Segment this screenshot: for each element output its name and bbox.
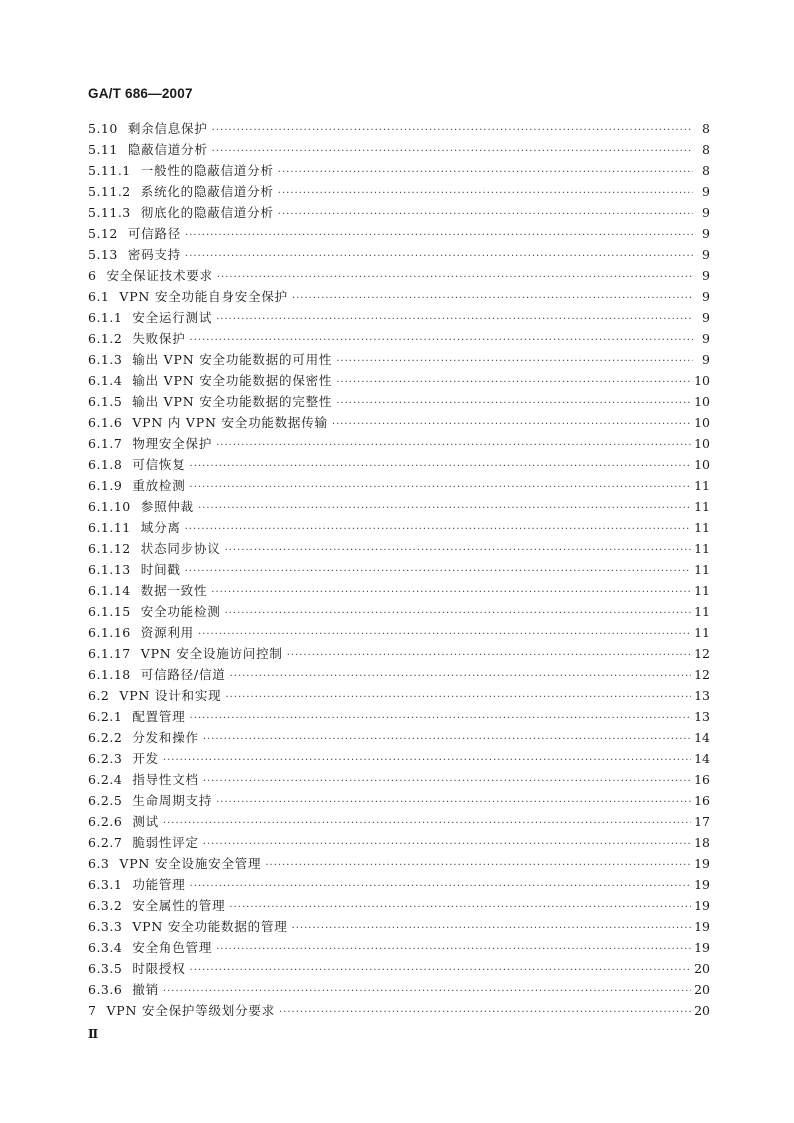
toc-entry-page: 11: [694, 541, 710, 556]
toc-entry[interactable]: [88, 139, 710, 160]
toc-dot-leader: [185, 519, 691, 540]
toc-entry-page: 10: [694, 457, 710, 472]
toc-dot-leader: [216, 309, 693, 330]
toc-entry-number: 6.1: [88, 289, 110, 304]
toc-entry[interactable]: [88, 391, 710, 412]
toc-entry[interactable]: [88, 286, 710, 307]
toc-dot-leader: [278, 204, 693, 225]
toc-dot-leader: [292, 288, 693, 309]
toc-entry-number: 6.2.2: [88, 730, 123, 745]
toc-entry-page: 16: [694, 772, 710, 787]
toc-entry-title: 输出 VPN 安全功能数据的可用性: [132, 352, 333, 367]
toc-dot-leader: [190, 477, 692, 498]
toc-entry-number: 5.11: [88, 142, 118, 157]
toc-entry-title: 安全功能检测: [140, 604, 221, 619]
toc-dot-leader: [185, 246, 693, 267]
toc-dot-leader: [265, 855, 691, 876]
toc-dot-leader: [203, 729, 691, 750]
toc-entry[interactable]: [88, 727, 710, 748]
toc-entry-page: 19: [694, 898, 710, 913]
toc-entry-number: 6.3.2: [88, 898, 123, 913]
toc-entry[interactable]: [88, 307, 710, 328]
toc-entry-number: 6.3: [88, 856, 110, 871]
toc-entry-page: 10: [694, 415, 710, 430]
toc-entry-page: 14: [694, 751, 710, 766]
toc-entry-title: 可信路径/信道: [140, 667, 226, 682]
toc-entry-title: 安全角色管理: [132, 940, 213, 955]
toc-entry-page: 20: [694, 1003, 710, 1018]
toc-entry-number: 6.1.5: [88, 394, 123, 409]
toc-entry-page: 11: [694, 562, 710, 577]
toc-entry[interactable]: [88, 580, 710, 601]
toc-dot-leader: [203, 771, 691, 792]
toc-entry-page: 20: [694, 961, 710, 976]
toc-entry[interactable]: [88, 370, 710, 391]
toc-entry[interactable]: [88, 916, 710, 937]
toc-entry-title: 隐蔽信道分析: [127, 142, 208, 157]
toc-entry-page: 10: [694, 436, 710, 451]
toc-dot-leader: [198, 498, 691, 519]
toc-entry-title: 时间戳: [140, 562, 181, 577]
toc-entry[interactable]: [88, 1000, 710, 1021]
toc-dot-leader: [198, 624, 691, 645]
toc-entry-number: 5.11.3: [88, 205, 131, 220]
toc-entry[interactable]: [88, 328, 710, 349]
toc-dot-leader: [203, 834, 691, 855]
toc-dot-leader: [212, 141, 693, 162]
toc-entry[interactable]: [88, 601, 710, 622]
toc-entry-title: 失败保护: [132, 331, 186, 346]
toc-entry-number: 6.1.11: [88, 520, 131, 535]
toc-entry-number: 6.2.4: [88, 772, 123, 787]
toc-entry-number: 6.1.14: [88, 583, 131, 598]
toc-entry-title: 数据一致性: [140, 583, 208, 598]
toc-entry[interactable]: [88, 433, 710, 454]
toc-entry-number: 6.3.1: [88, 877, 123, 892]
toc-entry[interactable]: [88, 643, 710, 664]
toc-entry-page: 11: [694, 478, 710, 493]
toc-dot-leader: [336, 393, 691, 414]
toc-dot-leader: [163, 813, 691, 834]
toc-entry-page: 9: [702, 289, 710, 304]
toc-dot-leader: [216, 435, 691, 456]
toc-entry-page: 17: [694, 814, 710, 829]
toc-entry-title: VPN 安全设施访问控制: [140, 646, 283, 661]
toc-entry-number: 6.1.17: [88, 646, 131, 661]
toc-entry-title: 测试: [132, 814, 159, 829]
toc-entry-page: 9: [702, 247, 710, 262]
toc-entry[interactable]: [88, 496, 710, 517]
toc-entry-title: 彻底化的隐蔽信道分析: [140, 205, 274, 220]
toc-entry-title: VPN 安全设施安全管理: [119, 856, 262, 871]
toc-dot-leader: [292, 918, 692, 939]
toc-entry-page: 11: [694, 583, 710, 598]
toc-entry-number: 6.1.18: [88, 667, 131, 682]
toc-entry-number: 6.1.10: [88, 499, 131, 514]
toc-entry-title: 资源利用: [140, 625, 194, 640]
toc-entry-title: 密码支持: [127, 247, 182, 262]
toc-entry[interactable]: [88, 244, 710, 265]
toc-entry-number: 6.3.4: [88, 940, 123, 955]
toc-entry[interactable]: [88, 517, 710, 538]
toc-dot-leader: [279, 1002, 691, 1023]
toc-entry-title: 分发和操作: [132, 730, 199, 745]
toc-entry-page: 9: [702, 205, 710, 220]
toc-entry-page: 12: [694, 646, 710, 661]
toc-entry-page: 11: [694, 499, 710, 514]
toc-entry-number: 6.1.6: [88, 415, 123, 430]
toc-entry-page: 9: [702, 226, 710, 241]
toc-entry-page: 9: [702, 331, 710, 346]
toc-entry-title: 脆弱性评定: [132, 835, 199, 850]
toc-entry[interactable]: [88, 412, 710, 433]
toc-entry-page: 9: [702, 184, 710, 199]
toc-entry-title: 一般性的隐蔽信道分析: [140, 163, 274, 178]
toc-entry-title: 剩余信息保护: [127, 121, 208, 136]
toc-entry[interactable]: [88, 559, 710, 580]
toc-entry-title: 域分离: [140, 520, 181, 535]
toc-entry[interactable]: [88, 202, 710, 223]
toc-entry[interactable]: [88, 538, 710, 559]
toc-dot-leader: [190, 330, 693, 351]
toc-dot-leader: [190, 876, 692, 897]
toc-entry-title: 配置管理: [132, 709, 186, 724]
toc-entry-title: 状态同步协议: [140, 541, 221, 556]
page-number: Ⅱ: [88, 1027, 99, 1041]
toc-entry[interactable]: [88, 685, 710, 706]
toc-entry-number: 6.1.4: [88, 373, 123, 388]
toc-entry-number: 6.2.5: [88, 793, 123, 808]
toc-entry[interactable]: [88, 811, 710, 832]
toc-entry-number: 6.1.2: [88, 331, 123, 346]
toc-entry-title: 安全属性的管理: [132, 898, 226, 913]
toc-entry-title: VPN 安全保护等级划分要求: [106, 1003, 276, 1018]
toc-entry-page: 13: [694, 688, 710, 703]
toc-entry-title: VPN 设计和实现: [119, 688, 222, 703]
toc-entry-title: 可信恢复: [132, 457, 186, 472]
toc-dot-leader: [163, 750, 691, 771]
toc-entry[interactable]: [88, 790, 710, 811]
toc-entry-number: 6.2.6: [88, 814, 123, 829]
toc-dot-leader: [185, 561, 691, 582]
toc-entry-number: 5.11.2: [88, 184, 131, 199]
toc-entry[interactable]: [88, 349, 710, 370]
standard-code: GA/T 686—2007: [88, 86, 193, 101]
toc-entry-number: 6.3.5: [88, 961, 123, 976]
toc-entry-number: 6.1.16: [88, 625, 131, 640]
toc-entry[interactable]: [88, 958, 710, 979]
toc-entry-number: 6.2.7: [88, 835, 123, 850]
toc-entry-page: 18: [694, 835, 710, 850]
toc-entry-number: 7: [88, 1003, 97, 1018]
toc-dot-leader: [332, 414, 691, 435]
toc-entry[interactable]: [88, 853, 710, 874]
toc-entry-page: 10: [694, 394, 710, 409]
toc-entry-number: 6.1.9: [88, 478, 123, 493]
toc-entry-title: VPN 内 VPN 安全功能数据传输: [132, 415, 328, 430]
toc-entry-page: 11: [694, 604, 710, 619]
toc-entry-page: 11: [694, 625, 710, 640]
toc-entry-title: 输出 VPN 安全功能数据的保密性: [132, 373, 333, 388]
toc-dot-leader: [225, 603, 692, 624]
toc-entry-number: 6.1.1: [88, 310, 123, 325]
toc-dot-leader: [336, 351, 693, 372]
toc-entry-number: 5.13: [88, 247, 118, 262]
toc-entry-title: 撤销: [132, 982, 159, 997]
toc-entry-number: 6.1.13: [88, 562, 131, 577]
toc-entry-title: 参照仲裁: [140, 499, 194, 514]
toc-entry[interactable]: [88, 622, 710, 643]
toc-entry-number: 6: [88, 268, 97, 283]
toc-entry-title: VPN 安全功能自身安全保护: [119, 289, 288, 304]
toc-entry-title: 生命周期支持: [132, 793, 213, 808]
toc-dot-leader: [185, 225, 693, 246]
toc-dot-leader: [190, 708, 692, 729]
toc-entry-number: 6.1.12: [88, 541, 131, 556]
toc-entry-page: 8: [702, 142, 710, 157]
toc-entry[interactable]: [88, 118, 710, 139]
toc-entry[interactable]: [88, 265, 710, 286]
toc-entry-title: 开发: [132, 751, 159, 766]
toc-entry-page: 19: [694, 877, 710, 892]
toc-entry-title: 安全运行测试: [132, 310, 213, 325]
toc-entry-page: 9: [702, 268, 710, 283]
toc-entry-page: 19: [694, 940, 710, 955]
toc-entry[interactable]: [88, 664, 710, 685]
toc-entry[interactable]: [88, 454, 710, 475]
toc-entry[interactable]: [88, 832, 710, 853]
toc-entry-title: 系统化的隐蔽信道分析: [140, 184, 274, 199]
toc-entry-number: 6.2: [88, 688, 110, 703]
toc-entry-page: 8: [702, 121, 710, 136]
toc-entry-number: 6.2.1: [88, 709, 123, 724]
toc-dot-leader: [190, 456, 692, 477]
toc-entry-page: 11: [694, 520, 710, 535]
toc-entry[interactable]: [88, 895, 710, 916]
toc-entry-number: 6.2.3: [88, 751, 123, 766]
toc-entry[interactable]: [88, 874, 710, 895]
toc-entry-page: 8: [702, 163, 710, 178]
table-of-contents: [88, 118, 710, 1021]
toc-entry-number: 6.1.7: [88, 436, 123, 451]
toc-entry-number: 5.11.1: [88, 163, 131, 178]
toc-dot-leader: [217, 267, 693, 288]
toc-entry-number: 6.1.15: [88, 604, 131, 619]
toc-dot-leader: [211, 582, 691, 603]
toc-entry-title: 重放检测: [132, 478, 186, 493]
toc-entry-page: 10: [694, 373, 710, 388]
toc-entry-page: 12: [694, 667, 710, 682]
toc-entry-page: 16: [694, 793, 710, 808]
toc-dot-leader: [163, 981, 691, 1002]
toc-entry-title: 功能管理: [132, 877, 186, 892]
toc-dot-leader: [230, 666, 692, 687]
toc-entry-page: 19: [694, 856, 710, 871]
toc-entry-title: 时限授权: [132, 961, 186, 976]
toc-dot-leader: [287, 645, 691, 666]
toc-entry-number: 6.1.8: [88, 457, 123, 472]
toc-entry-number: 6.1.3: [88, 352, 123, 367]
toc-dot-leader: [190, 960, 692, 981]
toc-entry[interactable]: [88, 475, 710, 496]
toc-dot-leader: [229, 897, 691, 918]
toc-entry[interactable]: [88, 937, 710, 958]
toc-entry[interactable]: [88, 769, 710, 790]
toc-entry[interactable]: [88, 706, 710, 727]
toc-entry-number: 5.10: [88, 121, 118, 136]
toc-entry[interactable]: [88, 979, 710, 1000]
toc-entry[interactable]: [88, 223, 710, 244]
toc-dot-leader: [216, 939, 691, 960]
toc-entry-page: 9: [702, 352, 710, 367]
toc-dot-leader: [225, 687, 691, 708]
toc-entry-number: 6.3.3: [88, 919, 123, 934]
toc-entry[interactable]: [88, 748, 710, 769]
toc-entry-title: 物理安全保护: [132, 436, 213, 451]
toc-entry-page: 20: [694, 982, 710, 997]
toc-dot-leader: [336, 372, 691, 393]
toc-entry-title: 指导性文档: [132, 772, 199, 787]
toc-entry-title: 输出 VPN 安全功能数据的完整性: [132, 394, 333, 409]
toc-entry-number: 5.12: [88, 226, 118, 241]
toc-entry-title: 可信路径: [127, 226, 182, 241]
toc-entry[interactable]: [88, 160, 710, 181]
toc-entry[interactable]: [88, 181, 710, 202]
toc-dot-leader: [216, 792, 691, 813]
toc-dot-leader: [212, 120, 693, 141]
toc-dot-leader: [278, 183, 693, 204]
toc-entry-page: 14: [694, 730, 710, 745]
toc-dot-leader: [278, 162, 693, 183]
toc-entry-number: 6.3.6: [88, 982, 123, 997]
toc-entry-page: 19: [694, 919, 710, 934]
toc-entry-title: 安全保证技术要求: [106, 268, 213, 283]
toc-entry-page: 13: [694, 709, 710, 724]
toc-entry-page: 9: [702, 310, 710, 325]
toc-entry-title: VPN 安全功能数据的管理: [132, 919, 288, 934]
toc-dot-leader: [225, 540, 692, 561]
